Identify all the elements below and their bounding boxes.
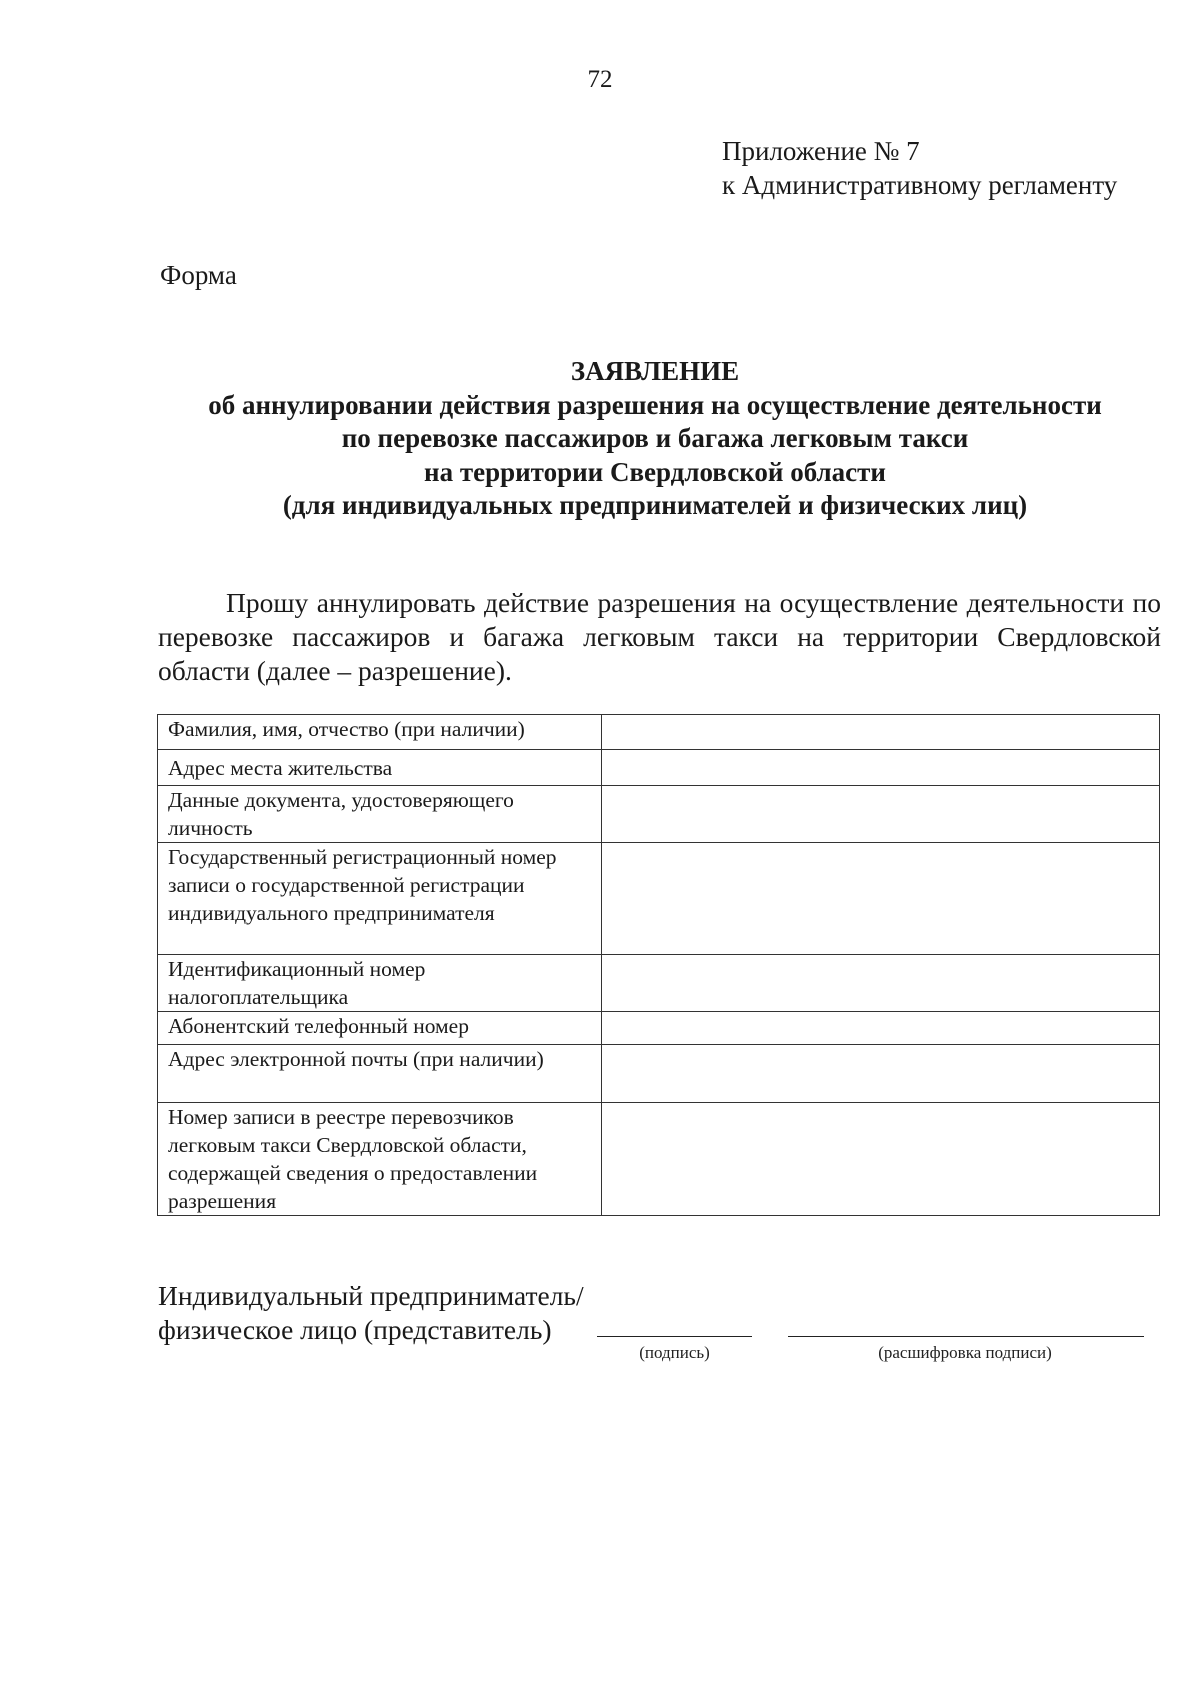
signature-decode-field[interactable] [788, 1336, 1144, 1337]
table-row [158, 750, 1160, 786]
row-label-identity-document: Данные документа, удостоверяющего личность [158, 786, 602, 843]
row-label-phone-number: Абонентский телефонный номер [158, 1012, 602, 1045]
document-title [150, 355, 1160, 523]
row-label-registration-number: Государственный регистрационный номер записи о государственной регистрации индивидуального предпринимателя [158, 843, 602, 955]
title-heading: ЗАЯВЛЕНИЕ [570, 356, 740, 386]
row-label-registry-record: Номер записи в реестре перевозчиков легковым такси Свердловской области, содержащей сведения о предоставлении разрешения [158, 1103, 602, 1216]
row-label-residence-address: Адрес места жительства [158, 750, 602, 786]
table-row [158, 1103, 1160, 1216]
table-row [158, 715, 1160, 750]
form-label: Форма [160, 260, 237, 290]
table-row [158, 786, 1160, 843]
page-number: 72 [587, 66, 613, 93]
appendix-reference [722, 134, 1117, 202]
row-value-registry-record[interactable] [602, 1103, 1160, 1216]
title-line-1: об аннулировании действия разрешения на осуществление деятельности [208, 389, 1102, 420]
row-value-email[interactable] [602, 1045, 1160, 1103]
appendix-line-1: Приложение № 7 [722, 136, 920, 166]
table-row [158, 1045, 1160, 1103]
signer-label [158, 1279, 584, 1347]
signature-field[interactable] [597, 1336, 752, 1337]
table-row [158, 955, 1160, 1012]
row-value-residence-address[interactable] [602, 750, 1160, 786]
signature-caption: (подпись) [639, 1343, 710, 1362]
applicant-data-table [157, 714, 1160, 1216]
signer-line-2: физическое лицо (представитель) [158, 1314, 552, 1345]
appendix-line-2: к Административному регламенту [722, 170, 1118, 200]
signature-decode-caption: (расшифровка подписи) [878, 1343, 1052, 1362]
signer-line-1: Индивидуальный предприниматель/ [158, 1280, 584, 1311]
row-value-registration-number[interactable] [602, 843, 1160, 955]
row-label-full-name: Фамилия, имя, отчество (при наличии) [158, 715, 602, 750]
row-value-full-name[interactable] [602, 715, 1160, 750]
row-value-identity-document[interactable] [602, 786, 1160, 843]
table-row [158, 843, 1160, 955]
row-label-email: Адрес электронной почты (при наличии) [158, 1045, 602, 1103]
title-line-3: на территории Свердловской области [424, 456, 886, 487]
row-value-taxpayer-id[interactable] [602, 955, 1160, 1012]
row-value-phone-number[interactable] [602, 1012, 1160, 1045]
row-label-taxpayer-id: Идентификационный номер налогоплательщика [158, 955, 602, 1012]
table-row [158, 1012, 1160, 1045]
title-line-4: (для индивидуальных предпринимателей и физических лиц) [282, 490, 1028, 520]
title-line-2: по перевозке пассажиров и багажа легковым такси [341, 423, 969, 453]
request-paragraph: Прошу аннулировать действие разрешения на осуществление деятельности по перевозке пассажиров и багажа легковым такси на территории Свердловской области (далее – разрешение). [158, 587, 1161, 686]
